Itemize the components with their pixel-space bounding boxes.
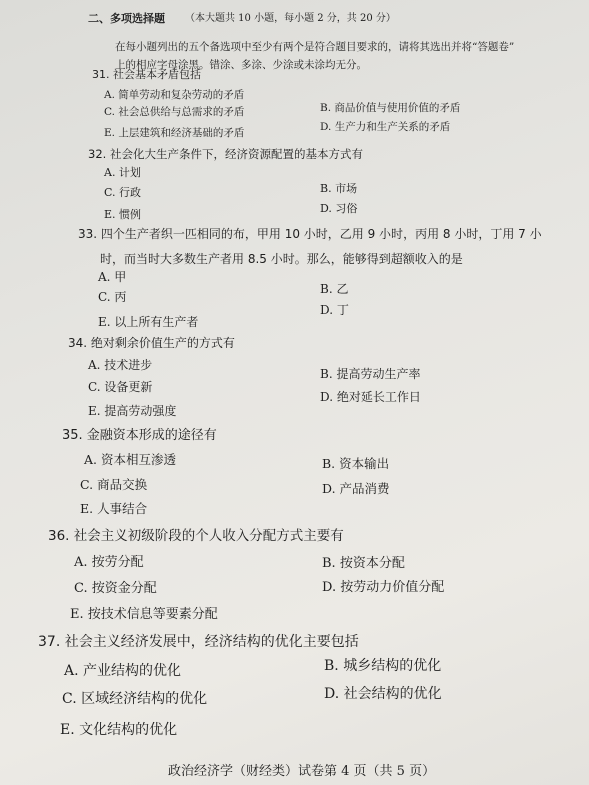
section-note: （本大题共 10 小题，每小题 2 分，共 20 分）: [185, 13, 396, 24]
question-31-option-e: E. 上层建筑和经济基础的矛盾: [104, 127, 245, 139]
question-35-stem: 35. 金融资本形成的途径有: [62, 428, 217, 443]
question-35-option-e: E. 人事结合: [80, 501, 148, 516]
question-37-stem: 37. 社会主义经济发展中，经济结构的优化主要包括: [38, 634, 359, 650]
question-32-option-e: E. 惯例: [104, 208, 142, 221]
question-36-option-c: C. 按资金分配: [74, 581, 157, 596]
question-37-option-b: B. 城乡结构的优化: [324, 658, 442, 674]
question-34-option-c: C. 设备更新: [88, 380, 153, 394]
question-37-option-e: E. 文化结构的优化: [60, 722, 178, 738]
question-36-option-e: E. 按技术信息等要素分配: [70, 607, 218, 622]
page-footer: 政治经济学（财经类）试卷第 4 页（共 5 页）: [168, 764, 436, 779]
question-33-option-c: C. 丙: [98, 290, 127, 304]
question-36-stem: 36. 社会主义初级阶段的个人收入分配方式主要有: [48, 528, 344, 544]
question-36-option-b: B. 按资本分配: [322, 556, 405, 571]
question-32-option-c: C. 行政: [104, 186, 142, 199]
question-36-option-a: A. 按劳分配: [74, 555, 144, 570]
question-34-option-d: D. 绝对延长工作日: [320, 390, 421, 404]
question-32-option-d: D. 习俗: [320, 202, 358, 215]
question-33-stem-line-2: 时，而当时大多数生产者用 8.5 小时。那么，能够得到超额收入的是: [100, 252, 463, 266]
question-32-stem: 32. 社会化大生产条件下，经济资源配置的基本方式有: [88, 147, 363, 161]
instructions-line-2: 上的相应字母涂黑。错涂、多涂、少涂或未涂均无分。: [115, 59, 367, 71]
question-33-option-a: A. 甲: [98, 270, 127, 284]
question-34-stem: 34. 绝对剩余价值生产的方式有: [68, 336, 235, 350]
question-37-option-a: A. 产业结构的优化: [64, 663, 182, 679]
question-33-option-d: D. 丁: [320, 303, 349, 317]
question-34-option-b: B. 提高劳动生产率: [320, 367, 421, 381]
question-31-option-a: A. 简单劳动和复杂劳动的矛盾: [104, 89, 245, 101]
question-31-option-d: D. 生产力和生产关系的矛盾: [320, 121, 451, 133]
question-37-option-d: D. 社会结构的优化: [324, 686, 442, 702]
question-31-stem: 31. 社会基本矛盾包括: [92, 68, 201, 81]
question-34-option-a: A. 技术进步: [88, 358, 153, 372]
question-32-option-a: A. 计划: [104, 166, 141, 179]
question-35-option-a: A. 资本相互渗透: [84, 452, 176, 467]
question-35-option-b: B. 资本输出: [322, 456, 390, 471]
question-35-option-d: D. 产品消费: [322, 481, 390, 496]
question-34-option-e: E. 提高劳动强度: [88, 404, 177, 418]
question-35-option-c: C. 商品交换: [80, 477, 148, 492]
question-31-option-b: B. 商品价值与使用价值的矛盾: [320, 102, 461, 114]
question-36-option-d: D. 按劳动力价值分配: [322, 580, 445, 595]
question-31-option-c: C. 社会总供给与总需求的矛盾: [104, 106, 245, 118]
question-33-option-b: B. 乙: [320, 282, 349, 296]
question-33-option-e: E. 以上所有生产者: [98, 315, 199, 329]
section-title: 二、多项选择题: [88, 12, 165, 25]
question-33-stem: 33. 四个生产者织一匹相同的布，甲用 10 小时，乙用 9 小时，丙用 8 小时，丁用 7 小: [78, 227, 542, 241]
question-32-option-b: B. 市场: [320, 182, 358, 195]
instructions-line-1: 在每小题列出的五个备选项中至少有两个是符合题目要求的，请将其选出并将“答题卷”: [115, 41, 515, 53]
question-37-option-c: C. 区域经济结构的优化: [62, 691, 208, 707]
